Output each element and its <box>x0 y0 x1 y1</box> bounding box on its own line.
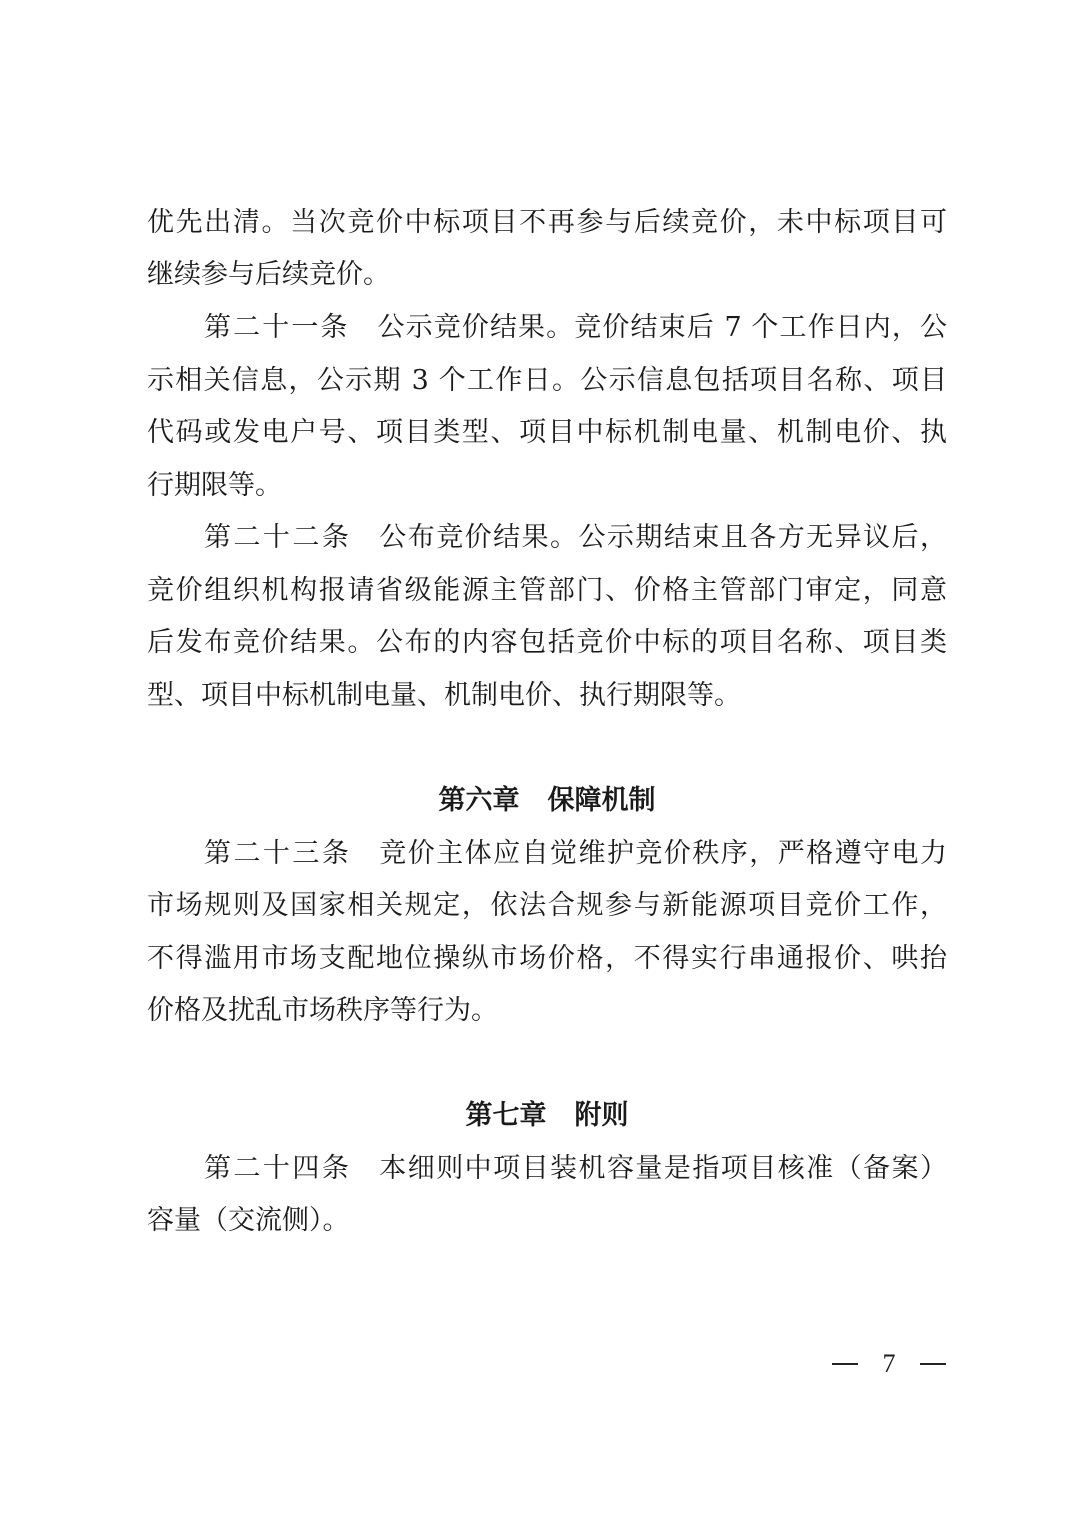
dash-left <box>832 1363 858 1365</box>
article-22-first-line <box>204 518 947 558</box>
paragraph-line: 竞价组织机构报请省级能源主管部门、价格主管部门审定，同意 <box>147 575 947 606</box>
page-number-value: 7 <box>882 1349 896 1378</box>
article-text: 本细则中项目装机容量是指项目核准（备案） <box>379 1153 948 1184</box>
chapter-title: 附则 <box>574 1100 629 1131</box>
page-number <box>832 1349 946 1379</box>
article-label: 第二十四条 <box>204 1153 352 1184</box>
article-label: 第二十二条 <box>204 522 352 553</box>
article-text: 公示竞价结果。竞价结束后 7 个工作日内，公 <box>377 312 947 343</box>
paragraph-line: 后发布竞价结果。公布的内容包括竞价中标的项目名称、项目类 <box>147 627 947 658</box>
paragraph-line: 价格及扰乱市场秩序等行为。 <box>147 995 498 1026</box>
paragraph-line: 优先出清。当次竞价中标项目不再参与后续竞价，未中标项目可 <box>147 207 947 238</box>
paragraph-line: 继续参与后续竞价。 <box>147 259 390 290</box>
chapter-number: 第七章 <box>465 1100 547 1131</box>
article-23-first-line <box>204 834 947 874</box>
paragraph-line: 行期限等。 <box>147 470 282 501</box>
chapter-title: 保障机制 <box>547 785 656 816</box>
paragraph-line: 型、项目中标机制电量、机制电价、执行期限等。 <box>147 680 741 711</box>
article-text: 公布竞价结果。公示期结束且各方无异议后， <box>379 522 948 553</box>
article-24-first-line <box>204 1149 947 1189</box>
paragraph-line: 示相关信息，公示期 3 个工作日。公示信息包括项目名称、项目 <box>147 365 947 396</box>
dash-right <box>920 1363 946 1365</box>
article-label: 第二十三条 <box>204 838 352 869</box>
chapter-7-heading <box>147 1096 947 1136</box>
paragraph-line: 市场规则及国家相关规定，依法合规参与新能源项目竞价工作， <box>147 890 947 921</box>
article-label: 第二十一条 <box>204 312 350 343</box>
paragraph-line: 容量（交流侧）。 <box>147 1205 350 1236</box>
chapter-6-heading <box>147 781 947 821</box>
chapter-number: 第六章 <box>438 785 520 816</box>
article-text: 竞价主体应自觉维护竞价秩序，严格遵守电力 <box>379 838 948 869</box>
paragraph-line: 不得滥用市场支配地位操纵市场价格，不得实行串通报价、哄抬 <box>147 943 947 974</box>
paragraph-line: 代码或发电户号、项目类型、项目中标机制电量、机制电价、执 <box>147 417 947 448</box>
article-21-first-line <box>204 308 947 348</box>
